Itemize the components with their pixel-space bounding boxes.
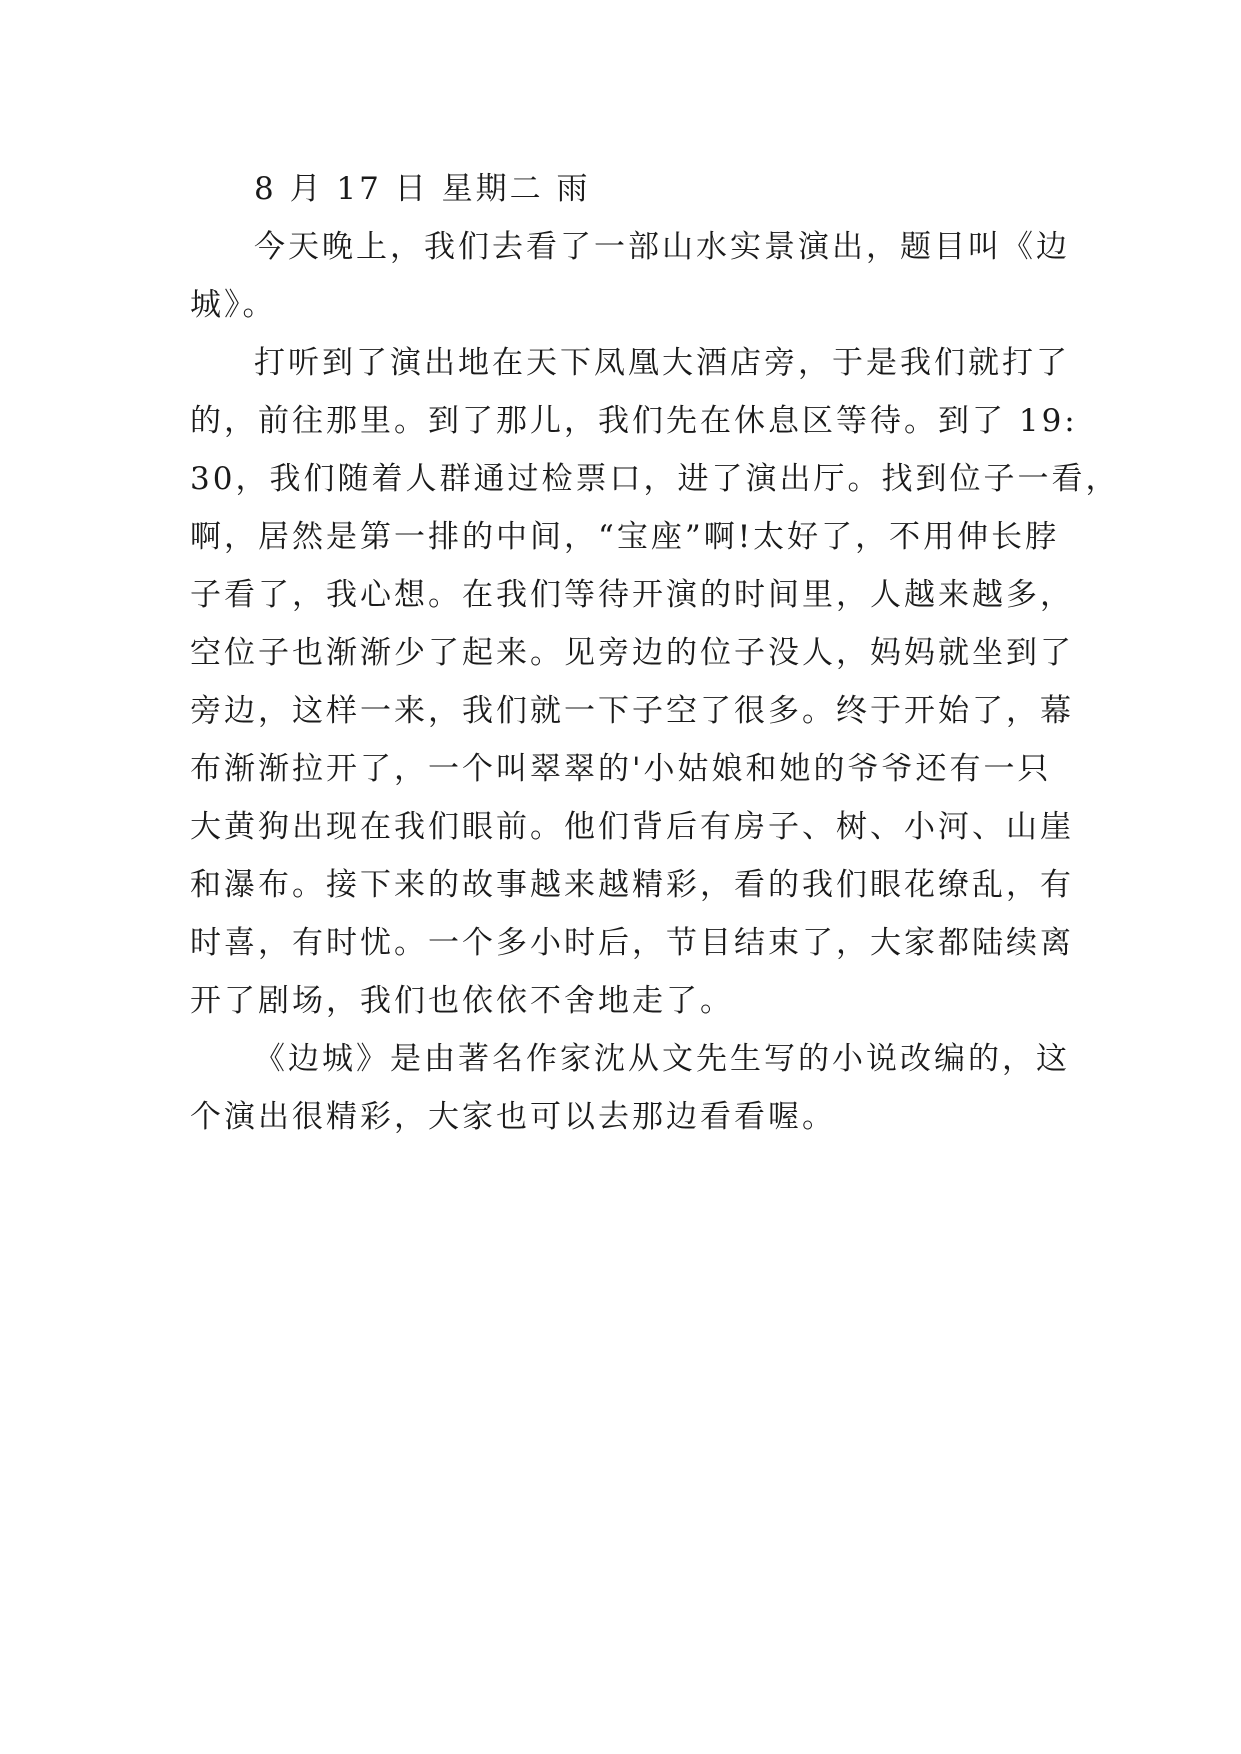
text-line: 啊，居然是第一排的中间，“宝座”啊!太好了，不用伸长脖 [190,519,1060,555]
text-line: 时喜，有时忧。一个多小时后，节目结束了，大家都陆续离 [190,925,1074,961]
text-line: 今天晚上，我们去看了一部山水实景演出，题目叫《边 [254,229,1070,265]
text-line: 个演出很精彩，大家也可以去那边看看喔。 [190,1099,836,1135]
text-line: 30，我们随着人群通过检票口，进了演出厅。找到位子一看， [190,461,1120,497]
text-line: 城》。 [190,287,277,323]
text-line: 布渐渐拉开了，一个叫翠翠的'小姑娘和她的爷爷还有一只 [190,751,1052,787]
date-line: 8 月 17 日 星期二 雨 [254,171,591,207]
text-line: 和瀑布。接下来的故事越来越精彩，看的我们眼花缭乱，有 [190,867,1074,903]
text-line: 的，前往那里。到了那儿，我们先在休息区等待。到了 19: [190,403,1078,439]
text-line: 大黄狗出现在我们眼前。他们背后有房子、树、小河、山崖 [190,809,1074,845]
diary-text [190,160,1120,1146]
text-line: 旁边，这样一来，我们就一下子空了很多。终于开始了，幕 [190,693,1074,729]
paragraph-1 [190,218,1070,334]
text-line: 空位子也渐渐少了起来。见旁边的位子没人，妈妈就坐到了 [190,635,1074,671]
text-line: 开了剧场，我们也依依不舍地走了。 [190,983,734,1019]
text-line: 《边城》是由著名作家沈从文先生写的小说改编的，这 [254,1041,1070,1077]
paragraph-2 [190,334,1120,1030]
text-line: 打听到了演出地在天下凤凰大酒店旁，于是我们就打了 [254,345,1070,381]
text-line: 子看了，我心想。在我们等待开演的时间里，人越来越多， [190,577,1074,613]
paragraph-3 [190,1030,1070,1146]
